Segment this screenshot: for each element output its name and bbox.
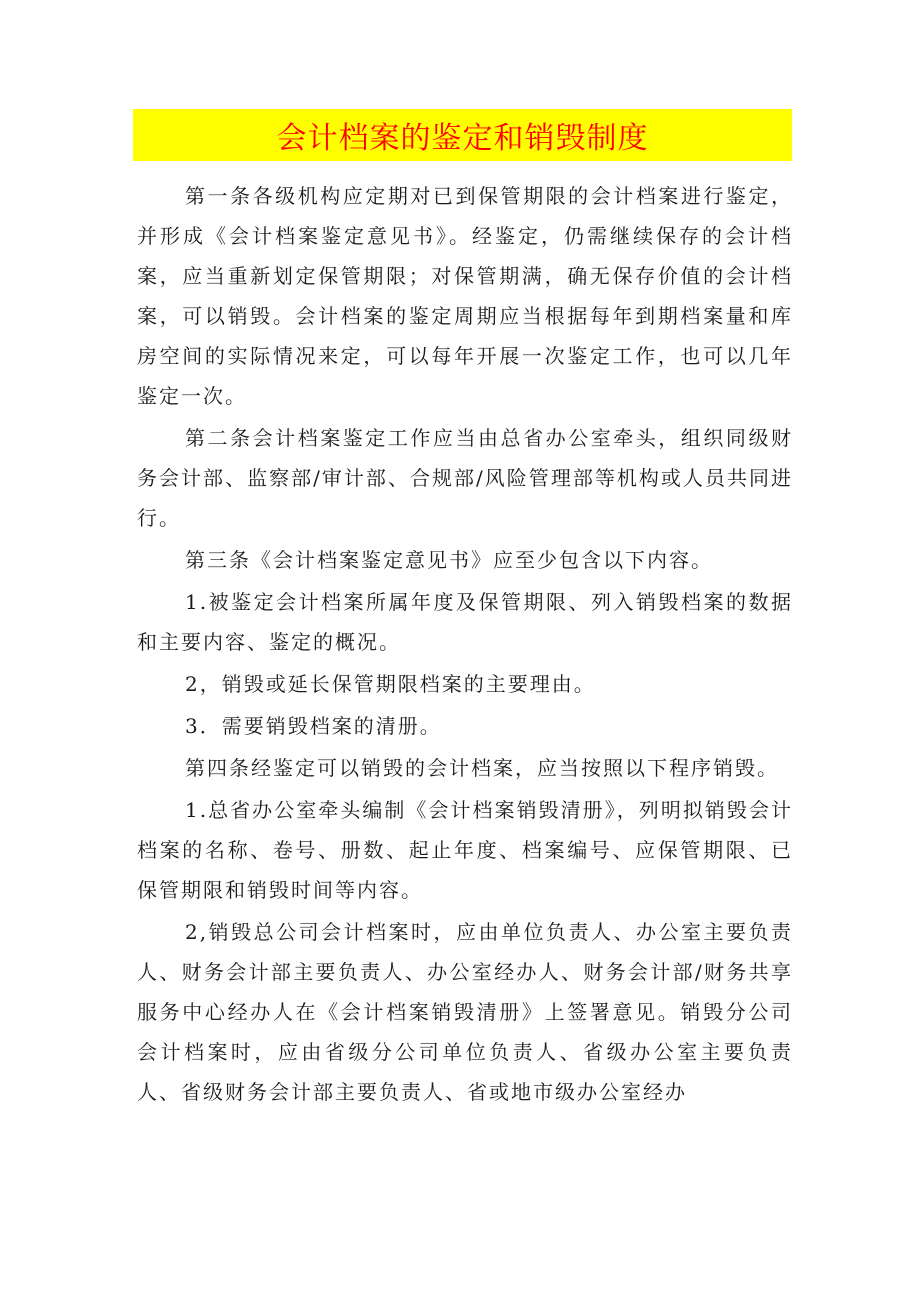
article-3-paragraph: 第三条《会计档案鉴定意见书》应至少包含以下内容。 (185, 548, 713, 572)
article-3-item-3: 3．需要销毁档案的清册。 (185, 714, 442, 738)
article-1-paragraph: 第一条各级机构应定期对已到保管期限的会计档案进行鉴定，并形成《会计档案鉴定意见书》。经鉴定，仍需继续保存的会计档案，应当重新划定保管期限；对保管期满，确无保存价值的会计档案，可以销毁。会计档案的鉴定周期应当根据每年到期档案量和库房空间的实际情况来定，可以每年开展一次鉴定工作，也可以几年鉴定一次。 (137, 184, 793, 408)
document-body (137, 176, 793, 1114)
title-banner (133, 109, 792, 161)
article-2-paragraph: 第二条会计档案鉴定工作应当由总省办公室牵头，组织同级财务会计部、监察部/审计部、合规部/风险管理部等机构或人员共同进行。 (137, 426, 793, 530)
article-4-item-2: 2,销毁总公司会计档案时，应由单位负责人、办公室主要负责人、财务会计部主要负责人、办公室经办人、财务会计部/财务共享服务中心经办人在《会计档案销毁清册》上签署意见。销毁分公司会计档案时，应由省级分公司单位负责人、省级办公室主要负责人、省级财务会计部主要负责人、省或地市级办公室经办 (137, 920, 793, 1104)
article-3-item-1: 1.被鉴定会计档案所属年度及保管期限、列入销毁档案的数据和主要内容、鉴定的概况。 (137, 590, 793, 654)
article-4-item-1: 1.总省办公室牵头编制《会计档案销毁清册》，列明拟销毁会计档案的名称、卷号、册数、起止年度、档案编号、应保管期限、已保管期限和销毁时间等内容。 (137, 798, 793, 902)
article-4-paragraph: 第四条经鉴定可以销毁的会计档案，应当按照以下程序销毁。 (185, 756, 779, 780)
article-3-item-2: 2，销毁或延长保管期限档案的主要理由。 (185, 672, 596, 696)
document-title: 会计档案的鉴定和销毁制度 (276, 121, 649, 156)
